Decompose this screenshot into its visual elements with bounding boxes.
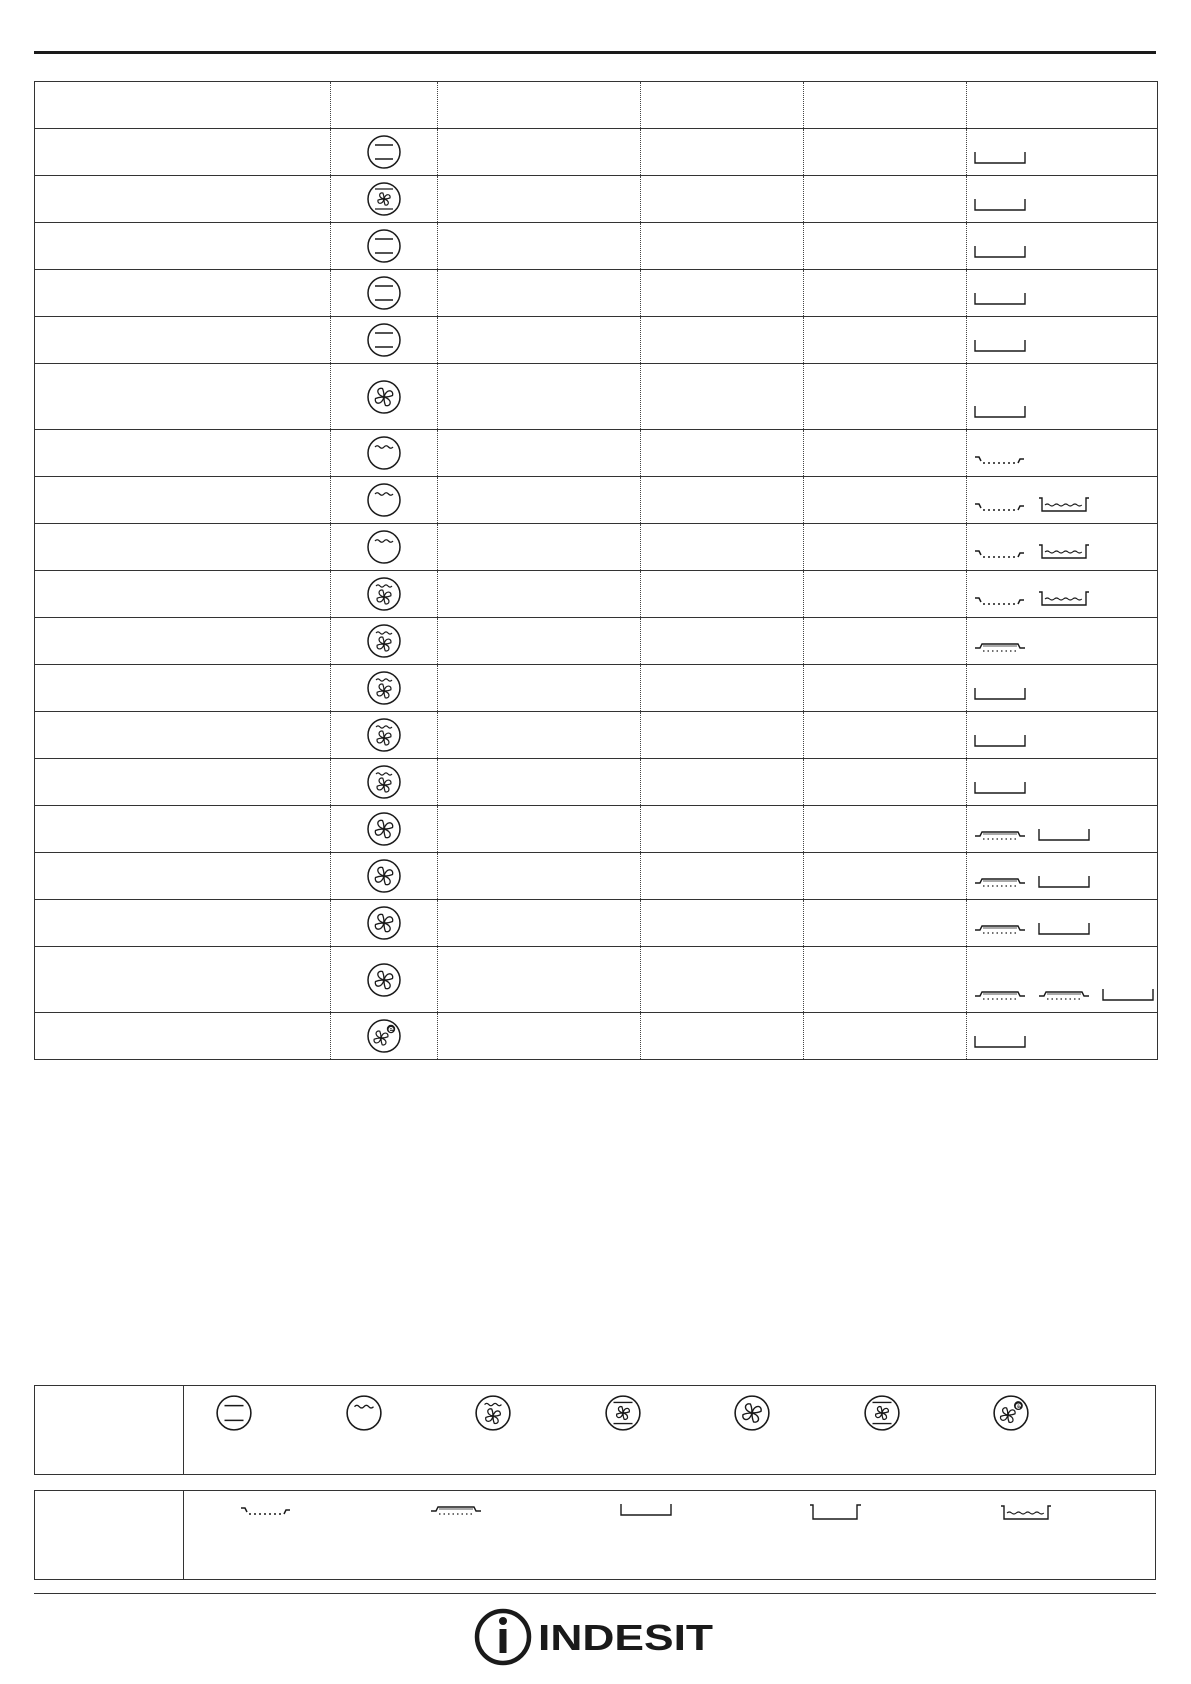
cell-function [331,524,438,571]
table-row [35,223,1158,270]
cell-accessories [967,524,1158,571]
drip-tray-icon [1037,922,1091,941]
fan-icon [331,962,437,998]
turbo-grill-icon [331,717,437,753]
cell-preheat [438,176,641,223]
cell-temperature [641,712,804,759]
cell-temperature [641,129,804,176]
drip-tray-icon [973,292,1027,311]
cell-duration [804,129,967,176]
cell-preheat [438,317,641,364]
turbo-grill-icon [331,576,437,612]
cell-preheat [438,806,641,853]
cell-function [331,900,438,947]
cell-recipe [35,270,331,317]
header-cell-function [331,82,438,129]
cell-function [331,947,438,1013]
drip-tray-icon [1101,988,1155,1007]
eco-fan-icon [992,1394,1030,1432]
turbo-grill-icon [331,670,437,706]
cell-preheat [438,129,641,176]
cell-preheat [438,853,641,900]
cell-function [331,806,438,853]
cell-function [331,712,438,759]
drip-tray-icon [973,405,1027,424]
cell-duration [804,270,967,317]
cell-duration [804,618,967,665]
cell-recipe [35,317,331,364]
turbo-grill-icon [331,623,437,659]
cell-temperature [641,270,804,317]
water-tray-icon [999,1503,1053,1526]
cell-preheat [438,430,641,477]
cell-duration [804,364,967,430]
eco-fan-icon [331,1018,437,1054]
table-row [35,853,1158,900]
cell-accessories [967,129,1158,176]
fan-icon [331,811,437,847]
cell-temperature [641,618,804,665]
drip-tray-icon [973,781,1027,800]
grill-icon [331,529,437,565]
cell-accessories [967,806,1158,853]
cell-recipe [35,618,331,665]
cell-recipe [35,759,331,806]
baking-tray-icon [973,988,1027,1007]
cell-duration [804,947,967,1013]
cell-duration [804,176,967,223]
cell-recipe [35,524,331,571]
top-rule [34,51,1156,54]
drip-tray-icon [973,734,1027,753]
table-row [35,317,1158,364]
cell-temperature [641,571,804,618]
cell-function [331,618,438,665]
wire-shelf-icon [973,499,1027,518]
water-tray-icon [1037,495,1091,518]
water-tray-icon [1037,589,1091,612]
cell-temperature [641,524,804,571]
indesit-logo-text: INDESIT [538,1617,714,1658]
baking-tray-icon [1037,988,1091,1007]
cell-recipe [35,430,331,477]
cell-temperature [641,317,804,364]
cell-temperature [641,853,804,900]
drip-tray-icon [1037,828,1091,847]
baking-tray-icon [429,1503,483,1522]
baking-tray-icon [973,640,1027,659]
deep-tray-icon [809,1503,863,1526]
turbo-grill-icon [331,764,437,800]
cell-temperature [641,176,804,223]
functions-legend-label-cell [35,1386,184,1474]
cell-temperature [641,223,804,270]
conventional-oven-icon [215,1394,253,1432]
table-row [35,364,1158,430]
cell-preheat [438,270,641,317]
header-cell-preheat [438,82,641,129]
cell-recipe [35,900,331,947]
cell-accessories [967,618,1158,665]
cell-duration [804,317,967,364]
conventional-fan-icon [331,181,437,217]
grill-icon [331,435,437,471]
cooking-table-body [35,82,1158,1060]
fan-icon [733,1394,771,1432]
table-row [35,477,1158,524]
baking-tray-icon [973,922,1027,941]
cell-accessories [967,947,1158,1013]
cell-duration [804,477,967,524]
drip-tray-icon [973,1035,1027,1054]
conventional-oven-icon [331,322,437,358]
table-row [35,900,1158,947]
cell-preheat [438,618,641,665]
cell-function [331,759,438,806]
cell-function [331,176,438,223]
cell-temperature [641,947,804,1013]
cell-temperature [641,477,804,524]
cell-duration [804,712,967,759]
cell-accessories [967,223,1158,270]
cell-accessories [967,430,1158,477]
functions-legend [34,1385,1156,1475]
grill-icon [331,482,437,518]
table-row [35,176,1158,223]
wire-shelf-icon [973,593,1027,612]
cell-accessories [967,364,1158,430]
header-cell-accessories [967,82,1158,129]
table-row [35,270,1158,317]
header-cell-temperature [641,82,804,129]
table-row [35,129,1158,176]
accessories-legend [34,1490,1156,1580]
cell-accessories [967,571,1158,618]
table-row [35,618,1158,665]
cell-function [331,571,438,618]
cell-recipe [35,853,331,900]
cell-preheat [438,900,641,947]
cell-accessories [967,665,1158,712]
cell-accessories [967,1013,1158,1060]
cell-recipe [35,364,331,430]
fan-icon [331,379,437,415]
cell-recipe [35,477,331,524]
cell-accessories [967,759,1158,806]
drip-tray-icon [973,687,1027,706]
cell-function [331,223,438,270]
cell-accessories [967,317,1158,364]
cell-preheat [438,524,641,571]
cell-duration [804,853,967,900]
cell-preheat [438,223,641,270]
cell-duration [804,571,967,618]
cell-duration [804,223,967,270]
cell-duration [804,759,967,806]
grill-icon [345,1394,383,1432]
table-row [35,712,1158,759]
cell-function [331,317,438,364]
cell-preheat [438,665,641,712]
conventional-oven-icon [331,134,437,170]
cell-duration [804,806,967,853]
water-tray-icon [1037,542,1091,565]
table-row [35,665,1158,712]
cell-temperature [641,665,804,712]
drip-tray-icon [1037,875,1091,894]
cell-preheat [438,364,641,430]
cell-temperature [641,759,804,806]
cell-recipe [35,947,331,1013]
conventional-fan-icon [604,1394,642,1432]
cell-function [331,853,438,900]
table-row [35,571,1158,618]
cell-function [331,364,438,430]
cooking-table [34,81,1158,1060]
cell-function [331,129,438,176]
cell-recipe [35,223,331,270]
cell-recipe [35,129,331,176]
drip-tray-icon [973,339,1027,358]
cell-preheat [438,712,641,759]
drip-tray-icon [973,245,1027,264]
conventional-fan-icon [863,1394,901,1432]
cell-function [331,1013,438,1060]
table-header-row [35,82,1158,129]
cell-function [331,270,438,317]
cell-duration [804,524,967,571]
cell-recipe [35,712,331,759]
wire-shelf-icon [239,1503,293,1522]
table-row [35,430,1158,477]
cell-temperature [641,1013,804,1060]
table-row [35,759,1158,806]
header-cell-duration [804,82,967,129]
cell-duration [804,1013,967,1060]
drip-tray-icon [973,151,1027,170]
cell-accessories [967,900,1158,947]
table-row [35,524,1158,571]
turbo-grill-icon [474,1394,512,1432]
cell-preheat [438,1013,641,1060]
cell-duration [804,665,967,712]
bottom-rule [34,1593,1156,1594]
conventional-oven-icon [331,228,437,264]
cell-accessories [967,176,1158,223]
conventional-oven-icon [331,275,437,311]
cell-recipe [35,806,331,853]
fan-icon [331,858,437,894]
baking-tray-icon [973,828,1027,847]
table-row [35,947,1158,1013]
cell-temperature [641,430,804,477]
cell-accessories [967,477,1158,524]
cell-recipe [35,1013,331,1060]
cell-recipe [35,665,331,712]
indesit-logo [470,1604,720,1670]
cell-function [331,430,438,477]
cell-temperature [641,900,804,947]
accessories-legend-label-cell [35,1491,184,1579]
cell-preheat [438,571,641,618]
fan-icon [331,905,437,941]
cell-function [331,477,438,524]
cell-accessories [967,270,1158,317]
cell-temperature [641,364,804,430]
baking-tray-icon [973,875,1027,894]
cell-temperature [641,806,804,853]
cell-duration [804,900,967,947]
table-row [35,806,1158,853]
cell-accessories [967,853,1158,900]
cell-function [331,665,438,712]
cell-recipe [35,176,331,223]
cell-duration [804,430,967,477]
wire-shelf-icon [973,546,1027,565]
drip-tray-icon [973,198,1027,217]
table-row [35,1013,1158,1060]
cell-preheat [438,947,641,1013]
wire-shelf-icon [973,452,1027,471]
drip-tray-icon [619,1503,673,1522]
cell-accessories [967,712,1158,759]
cell-preheat [438,477,641,524]
header-cell-recipe [35,82,331,129]
cell-recipe [35,571,331,618]
cell-preheat [438,759,641,806]
